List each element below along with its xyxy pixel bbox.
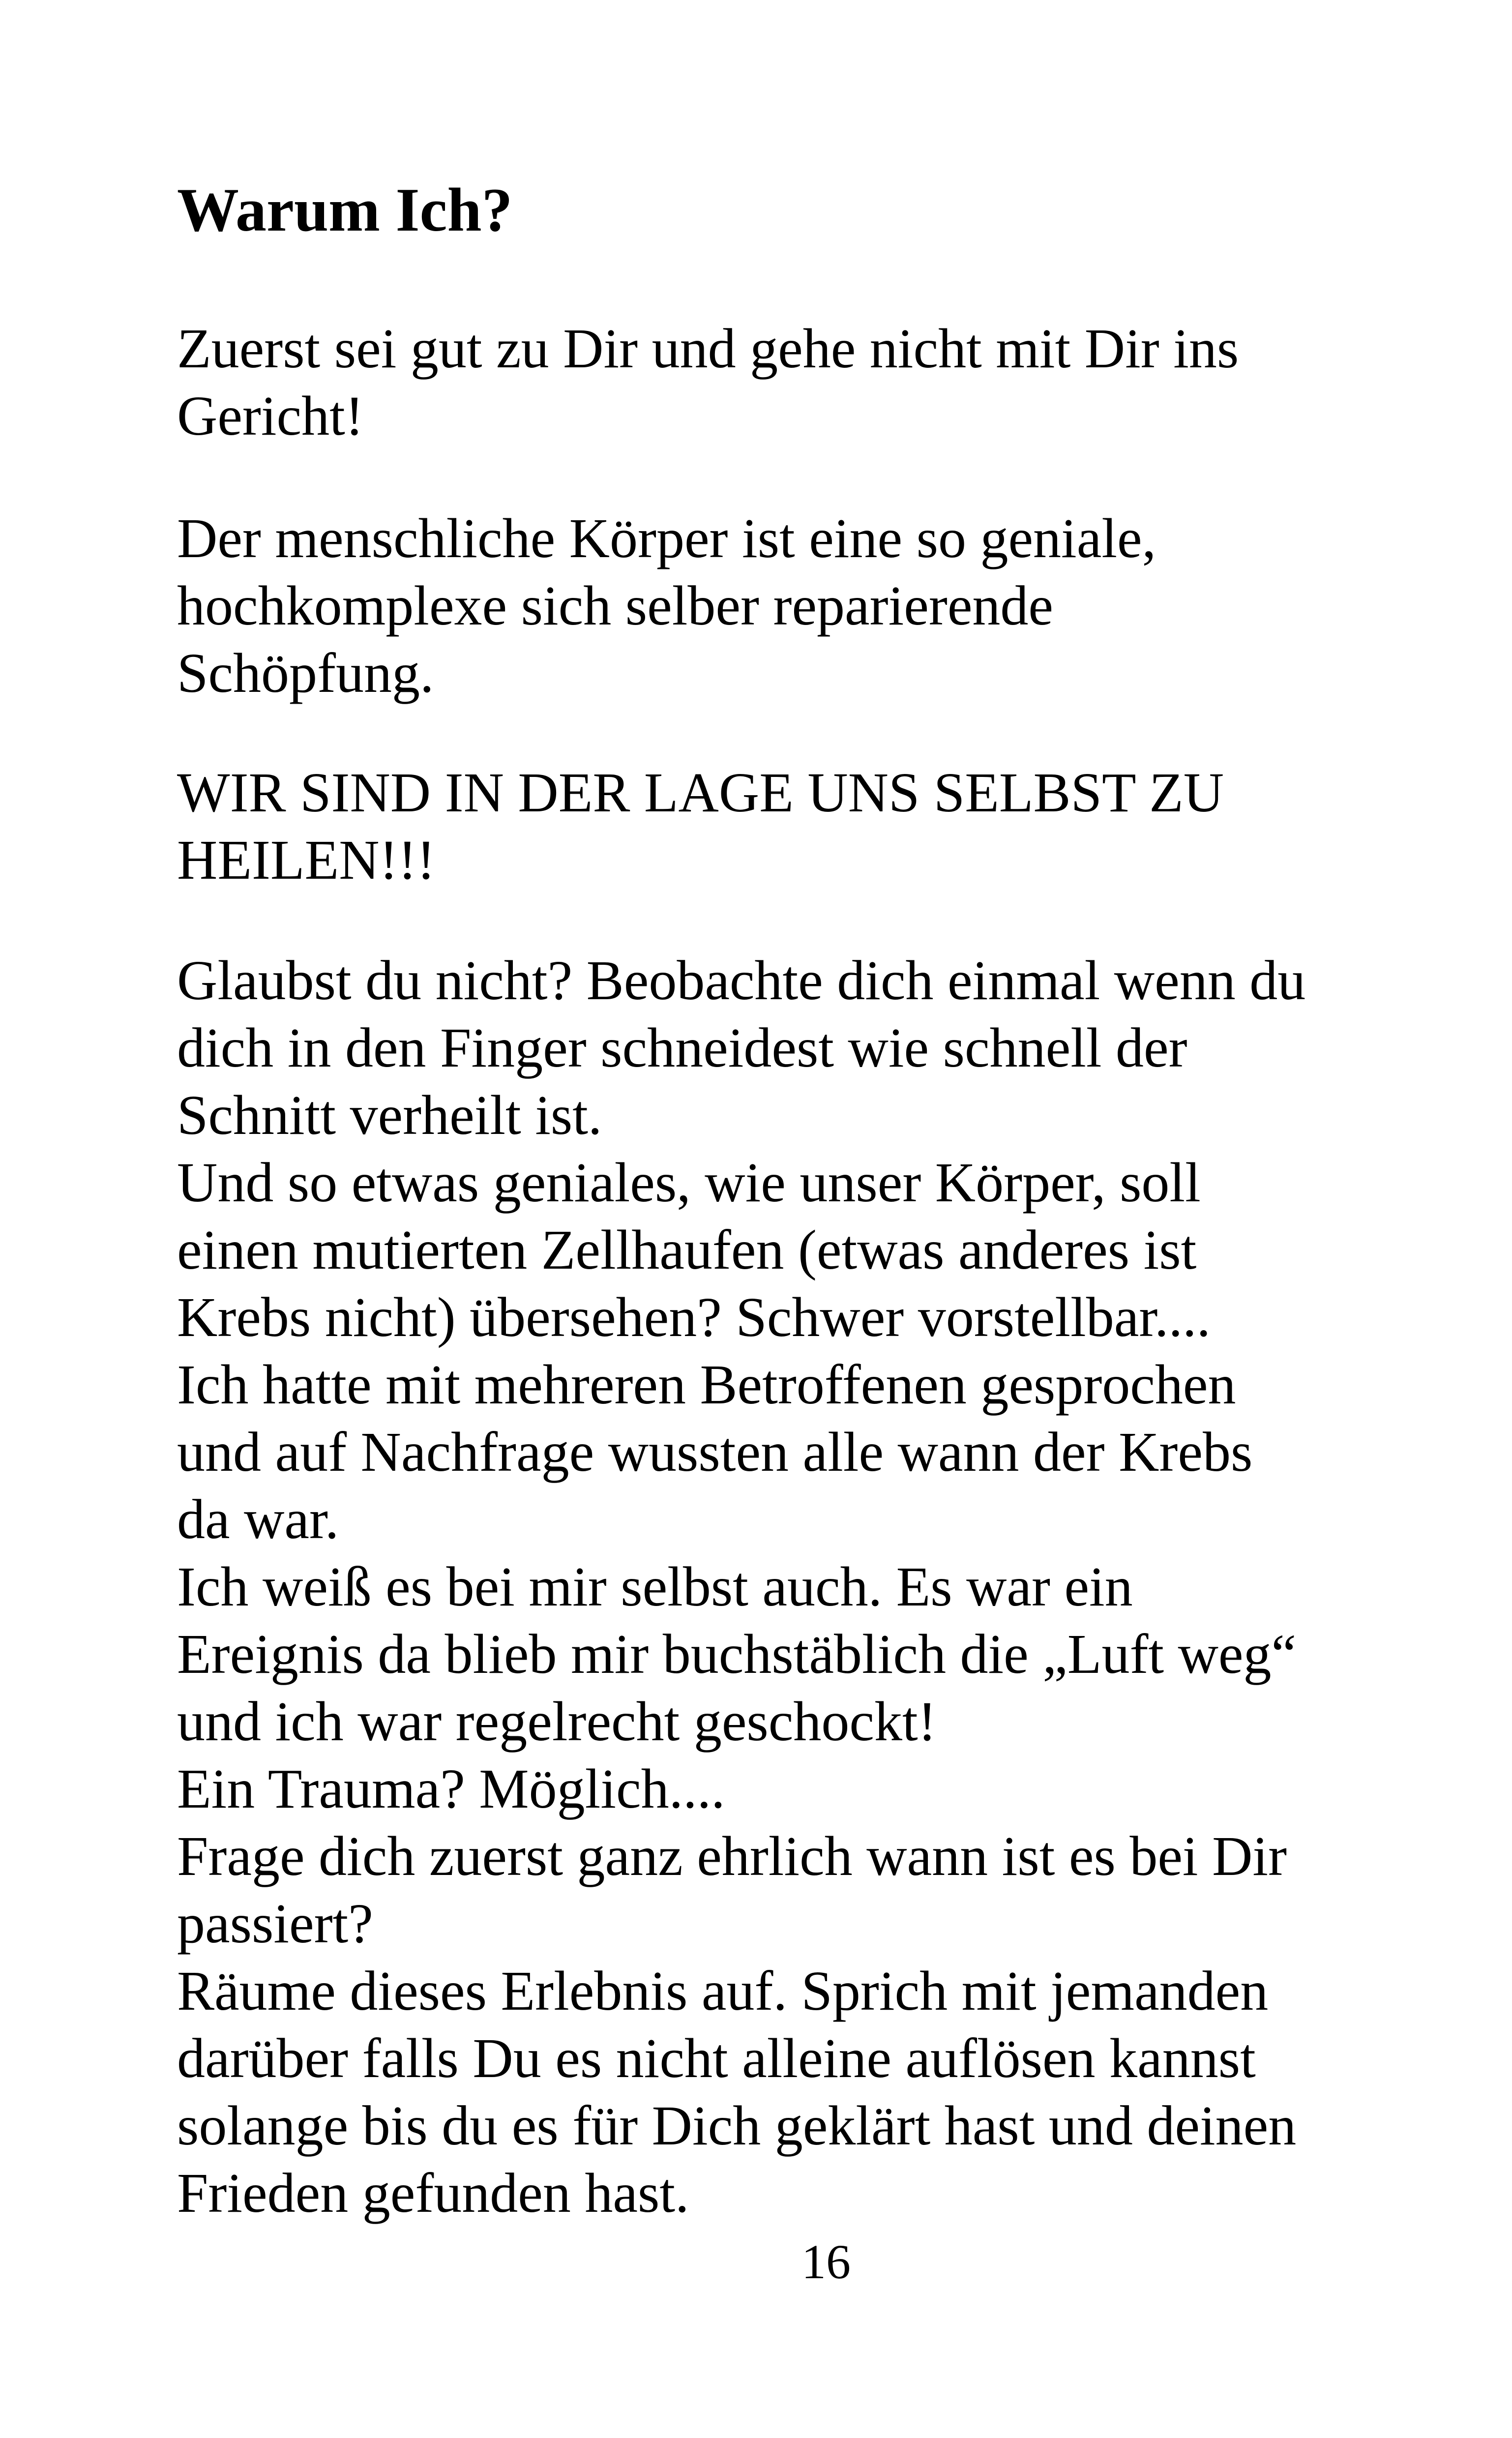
text-line: hochkomplexe sich selber reparierende bbox=[177, 574, 1054, 637]
text-line: Der menschliche Körper ist eine so geniale, bbox=[177, 507, 1156, 569]
text-line: Ein Trauma? Möglich.... bbox=[177, 1757, 725, 1820]
text-line: HEILEN!!! bbox=[177, 829, 436, 891]
page-title: Warum Ich? bbox=[177, 176, 513, 244]
text-line: Ereignis da blieb mir buchstäblich die „Luft weg“ bbox=[177, 1623, 1297, 1685]
text-line: darüber falls Du es nicht alleine auflösen kannst bbox=[177, 2027, 1256, 2089]
text-line: passiert? bbox=[177, 1892, 373, 1955]
paragraph-1 bbox=[177, 315, 1239, 449]
text-line: Gericht! bbox=[177, 385, 364, 447]
text-line: WIR SIND IN DER LAGE UNS SELBST ZU bbox=[177, 761, 1224, 824]
text-line: Schöpfung. bbox=[177, 642, 434, 704]
paragraph-4 bbox=[177, 947, 1305, 2227]
text-line: Frage dich zuerst ganz ehrlich wann ist es bei Dir bbox=[177, 1825, 1287, 1887]
text-line: Schnitt verheilt ist. bbox=[177, 1084, 602, 1146]
text-line: und auf Nachfrage wussten alle wann der Krebs bbox=[177, 1421, 1253, 1483]
paragraph-2 bbox=[177, 505, 1156, 707]
text-line: solange bis du es für Dich geklärt hast und deinen bbox=[177, 2094, 1297, 2157]
text-line: Räume dieses Erlebnis auf. Sprich mit jemanden bbox=[177, 1960, 1269, 2022]
text-line: und ich war regelrecht geschockt! bbox=[177, 1690, 937, 1753]
text-line: da war. bbox=[177, 1488, 339, 1550]
text-line: Frieden gefunden hast. bbox=[177, 2162, 689, 2224]
text-line: Ich hatte mit mehreren Betroffenen gesprochen bbox=[177, 1353, 1236, 1416]
text-line: Und so etwas geniales, wie unser Körper, soll bbox=[177, 1151, 1201, 1214]
text-line: Glaubst du nicht? Beobachte dich einmal wenn du bbox=[177, 949, 1306, 1011]
text-line: Krebs nicht) übersehen? Schwer vorstellbar.... bbox=[177, 1286, 1211, 1348]
text-line: Ich weiß es bei mir selbst auch. Es war ein bbox=[177, 1555, 1133, 1618]
text-line: Zuerst sei gut zu Dir und gehe nicht mit Dir ins bbox=[177, 317, 1239, 380]
text-line: einen mutierten Zellhaufen (etwas anderes ist bbox=[177, 1219, 1197, 1281]
text-line: dich in den Finger schneidest wie schnell der bbox=[177, 1016, 1187, 1079]
paragraph-3 bbox=[177, 759, 1224, 893]
page-number: 16 bbox=[801, 2234, 851, 2289]
